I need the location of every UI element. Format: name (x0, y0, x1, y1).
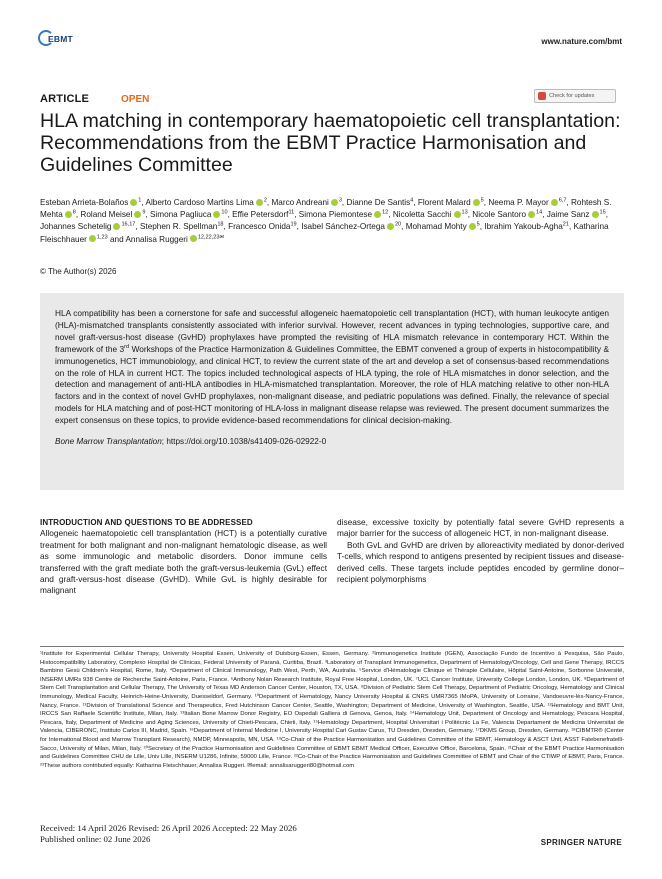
author-affiliation: 1,23 (96, 233, 108, 240)
orcid-icon[interactable] (473, 199, 480, 206)
author-name[interactable]: Mohamad Mohty (405, 222, 467, 232)
author-name[interactable]: Marco Andreani (271, 198, 329, 207)
author-name[interactable]: Katharina Fleischhauer (40, 222, 609, 244)
author-affiliation: 3 (338, 197, 342, 204)
author-name[interactable]: Roland Meisel (80, 210, 133, 220)
author-name[interactable]: Jaime Sanz (546, 210, 590, 220)
author-name[interactable]: Simona Piemontese (298, 210, 373, 220)
orcid-icon[interactable] (65, 211, 72, 218)
author-name[interactable]: Nicoletta Sacchi (392, 210, 452, 220)
check-updates-label: Check for updates (549, 93, 595, 99)
orcid-icon[interactable] (213, 211, 220, 218)
orcid-icon[interactable] (331, 199, 338, 206)
author-affiliation: 11 (288, 209, 295, 216)
author-affiliation: 4 (410, 197, 414, 204)
citation (55, 437, 609, 446)
author-affiliation: 10 (221, 209, 228, 216)
body-paragraph: Both GvL and GvHD are driven by alloreactivity mediated by donor-derived T-cells, which respond to antigens presented by recipient tissues and disease-derived cells. These targets include peptides encoded by germline donor–recipient polymorphisms (337, 539, 624, 585)
author-name[interactable]: Neema P. Mayor (488, 198, 549, 207)
author-name[interactable]: Effie Petersdorf (232, 210, 289, 220)
author-affiliation: 5 (480, 197, 484, 204)
ebmt-logo (38, 28, 98, 50)
citation-journal: Bone Marrow Transplantation (55, 437, 162, 447)
abstract-part-2: Workshops of the Practice Harmonization & Guidelines Committee, the EBMT convened a group of experts in histocompatibility & immunogenetics, HCT immunobiology, and clinical HCT, to review the current state of the art and develop a set of consensus-based recommendations on the role of HLA in current HCT. The topics included technological aspects of HLA typing, the role of HLA mismatches in donor selection, and the detection and management of anti-HLA antibodies in HLA-mismatched transplantation. Moreover, the role of HLA matching relative to other non-HLA factors and in the context of novel GvHD prophylaxes, non-malignant disease, and pediatric populations was defined. Finally, the relevance of special models for HLA matching and of post-HCT monitoring of HLA-loss in malignant disease relapse was reviewed. The present document summarizes the expert consensus on these topics, to provide evidence-based recommendations for clinical decision-making. (55, 343, 610, 426)
update-check-icon (538, 92, 546, 100)
author-affiliation: 19 (290, 221, 297, 228)
body-paragraph: Allogeneic haematopoietic cell transplantation (HCT) is a potentially curative treatment for both malignant and non-malignant hematologic disease, as well as some immunologic and metabolic disorders. Donor immune cells transferred with the graft mediate both the graft-versus-leukemia (GvL) effect and graft-versus-host disease (GvHD). While GvL is highly desirable for malignant (40, 528, 327, 596)
author-affiliation: 14 (536, 209, 543, 216)
author-name[interactable]: Isabel Sánchez-Ortega (301, 222, 385, 232)
author-name[interactable]: Stephen R. Spellman (139, 222, 218, 232)
copyright-notice: © The Author(s) 2026 (40, 267, 117, 276)
author-name[interactable]: Nicole Santoro (472, 210, 526, 220)
orcid-icon[interactable] (528, 211, 535, 218)
footnote-divider (40, 646, 624, 647)
published-online-date: Published online: 02 June 2026 (40, 833, 151, 844)
orcid-icon[interactable] (89, 235, 96, 242)
open-access-badge: OPEN (121, 94, 150, 105)
author-name[interactable]: Dianne De Santis (346, 198, 411, 207)
abstract-superscript: rd (124, 343, 130, 350)
orcid-icon[interactable] (374, 211, 381, 218)
body-column-left (40, 517, 327, 597)
publisher-logo: SPRINGER NATURE (540, 838, 622, 847)
author-affiliation: 16,17 (121, 221, 136, 228)
orcid-icon[interactable] (130, 199, 137, 206)
orcid-icon[interactable] (256, 199, 263, 206)
author-list: Esteban Arrieta-Bolaños $^1$, Alberto Cardoso Martins Lima $^2$, Marco Andreani $^3$, Dianne De Santis$^4$, Florent Malard $^5$, Neema P. Mayor $^{6,7}$, Rohtesh S. Mehta $^8$, Roland Meisel $^9$, Simona Pagliuca $^{10}$, Effie Petersdorf$^{11}$, Simona Piemontese $^{12}$, Nicoletta Sacchi $^{13}$, Nicole Santoro $^{14}$, Jaime Sanz $^{15}$, Johannes Schetelig $^{16,17}$, Stephen R. Spellman$^{18}$, Francesco Onida$^{19}$, Isabel Sánchez-Ortega $^{20}$, Mohamad Mohty $^5$, Ibrahim Yakoub-Agha$^{21}$, Katharina Fleischhauer $^{1,23}$ and Annalisa Ruggeri $^{12,22,23✉}$ (40, 197, 612, 244)
orcid-icon[interactable] (469, 223, 476, 230)
author-name[interactable]: Florent Malard (417, 198, 471, 207)
author-affiliation: 12,22,23✉ (197, 233, 225, 240)
publication-dates (40, 823, 297, 844)
received-dates: Received: 14 April 2026 Revised: 26 April 2026 Accepted: 22 May 2026 (40, 823, 297, 833)
article-title: HLA matching in contemporary haematopoietic cell transplantation: Recommendations from the EBMT Practice Harmonisation and Guidelines Committee (40, 110, 621, 176)
author-affiliation: 5 (476, 221, 480, 228)
author-affiliation: 18 (217, 221, 224, 228)
orcid-icon[interactable] (387, 223, 394, 230)
author-name[interactable]: Francesco Onida (228, 222, 291, 232)
article-type: ARTICLE (40, 93, 90, 105)
author-affiliation: 2 (263, 197, 267, 204)
section-heading: INTRODUCTION AND QUESTIONS TO BE ADDRESSED (40, 518, 253, 527)
author-affiliation: 21 (562, 221, 569, 228)
author-name[interactable]: Johannes Schetelig (40, 222, 112, 232)
body-column-right (337, 517, 624, 585)
author-affiliation: 6,7 (558, 197, 567, 204)
abstract-text (55, 308, 609, 427)
author-name[interactable]: Simona Pagliuca (149, 210, 212, 220)
author-affiliation: 12 (382, 209, 389, 216)
author-name[interactable]: Esteban Arrieta-Bolaños (40, 198, 129, 207)
body-paragraph: disease, excessive toxicity by potentially fatal severe GvHD represents a major barrier for the success of allogeneic HCT, in non-malignant disease. (337, 517, 624, 539)
author-affiliation: 13 (461, 209, 468, 216)
author-affiliation: 20 (394, 221, 402, 228)
orcid-icon[interactable] (454, 211, 461, 218)
orcid-icon[interactable] (592, 211, 599, 218)
journal-url[interactable]: www.nature.com/bmt (541, 37, 622, 46)
check-for-updates-button[interactable] (534, 89, 616, 103)
author-affiliation: 1 (138, 197, 142, 204)
author-name[interactable]: Annalisa Ruggeri (125, 234, 188, 244)
orcid-icon[interactable] (113, 223, 120, 230)
author-affiliation: 8 (72, 209, 76, 216)
logo-text: EBMT (48, 34, 73, 44)
abstract-part-1: HLA compatibility has been a cornerstone for safe and successful allogeneic haematopoietic cell transplantation (HCT), with human leukocyte antigen (HLA)-mismatched transplants consistently associated with inferior survival. However, recent advances in typing technologies, supportive care, and novel graft-versus-host disease (GvHD) prophylaxes have prompted the revisiting of HLA mismatch relevance in contemporary HCT. Within the framework of the 3 (55, 308, 609, 354)
author-name[interactable]: Alberto Cardoso Martins Lima (145, 198, 254, 207)
affiliation-footnotes: ¹Institute for Experimental Cellular Therapy, University Hospital Essen, University of Duisburg-Essen, Essen, Germany. ²Immunogenetics Institute (IGEN), Associação Fundo de Incentivo à Pesquisa, São Paulo, Histocompatibility Laboratory, Complexo Hospital de Clínicas, Federal University of Paraná, Curitiba, Brazil. ³Laboratory of Transplant Immunogenetics, Department of Hematology/Oncology, Cell and Gene Therapy, IRCCS Bambino Gesù Children's Hospital, Rome, Italy. ⁴Department of Clinical Immunology, Path West, Perth, WA, Australia. ⁵Service d'Hématologie Clinique et Thérapie Cellulaire, Hôpital Saint-Antoine, Sorbonne Université, INSERM UMRs 938 Centre de Recherche Saint-Antoine, Paris, France. ⁶Anthony Nolan Research Institute, Royal Free Hospital, London, UK. ⁷UCL Cancer Institute, University College London, London, UK. ⁸Department of Stem Cell Transplantation and Cellular Therapy, The University of Texas MD Anderson Cancer Center, Houston, TX, USA. ⁹Division of Pediatric Stem Cell Therapy, Department of Pediatric Oncology, Hematology and Clinical Immunology, Medical Faculty, Heinrich-Heine-University, Duesseldorf, Germany. ¹⁰Department of Hematology, Nancy University Hospital & CNRS UMR7365 IMoPA, University of Lorraine, Vandoeuvre-lès-Nancy-France, Nancy, France. ¹¹Division of Translational Science and Therapeutics, Fred Hutchinson Cancer Center, Seattle, Washington; Department of Medicine, University of Washington, Seattle, USA. ¹²Hematology and BMT Unit, IRCCS San Raffaele Scientific Institute, Milan, Italy. ¹³Italian Bone Marrow Donor Registry, EO Ospedali Galliera di Genova, Genoa, Italy. ¹⁴Hematology Unit, Department of Oncology and Hematology, Pescara Hospital, Pescara, Italy, Department of Medicine and Aging Sciences, University of Chieti-Pescara, Chieti, Italy. ¹⁵Hematology Department, Hospital Universitari i Politècnic La Fe, Valencia Departament de Medicina Universitat de Valencia, CIBERONC, Instituto Carlos III, Madrid, Spain. ¹⁶Department of Internal Medicine I, University Hospital Carl Gustav Carus, TU Dresden, Dresden, Germany. ¹⁷DKMS Group, Dresden, Germany. ¹⁸CIBMTR® (Center for International Blood and Marrow Transplant Research), NMDP, Minneapolis, MN, USA. ¹⁹Co-Chair of the Practice Harmonisation and Guidelines Committee of the EBMT, Hematology & ASCT Unit, ASST Fatebenefratelli-Sacco, University of Milan, Milan, Italy. ²⁰Secretary of the Practice Harmonisation and Guidelines Committee of EBMT EBMT Medical Officer, Executive Office, Barcelona, Spain. ²¹Chair of the EBMT Practice Harmonisation and Guidelines Committee CHU de Lille, Univ Lille, INSERM U1286, Infinite, 59000 Lille, France. ²²Co-Chair of the Practice Harmonisation and Guidelines Committee of EBMT and Chair of the CTIWP of EBMT, Paris, France. ²³These authors contributed equally: Katharina Fleischhauer, Annalisa Ruggeri. ✉email: annalisaruggeri80@hotmail.com (40, 651, 624, 769)
orcid-icon[interactable] (190, 235, 197, 242)
citation-doi[interactable]: ; https://doi.org/10.1038/s41409-026-02922-0 (161, 437, 327, 447)
orcid-icon[interactable] (134, 211, 141, 218)
orcid-icon[interactable] (551, 199, 558, 206)
author-affiliation: 9 (142, 209, 146, 216)
author-name[interactable]: Ibrahim Yakoub-Agha (484, 222, 563, 232)
abstract-box (40, 293, 624, 490)
author-affiliation: 15 (599, 209, 606, 216)
author-name[interactable]: Rohtesh S. Mehta (40, 198, 612, 220)
